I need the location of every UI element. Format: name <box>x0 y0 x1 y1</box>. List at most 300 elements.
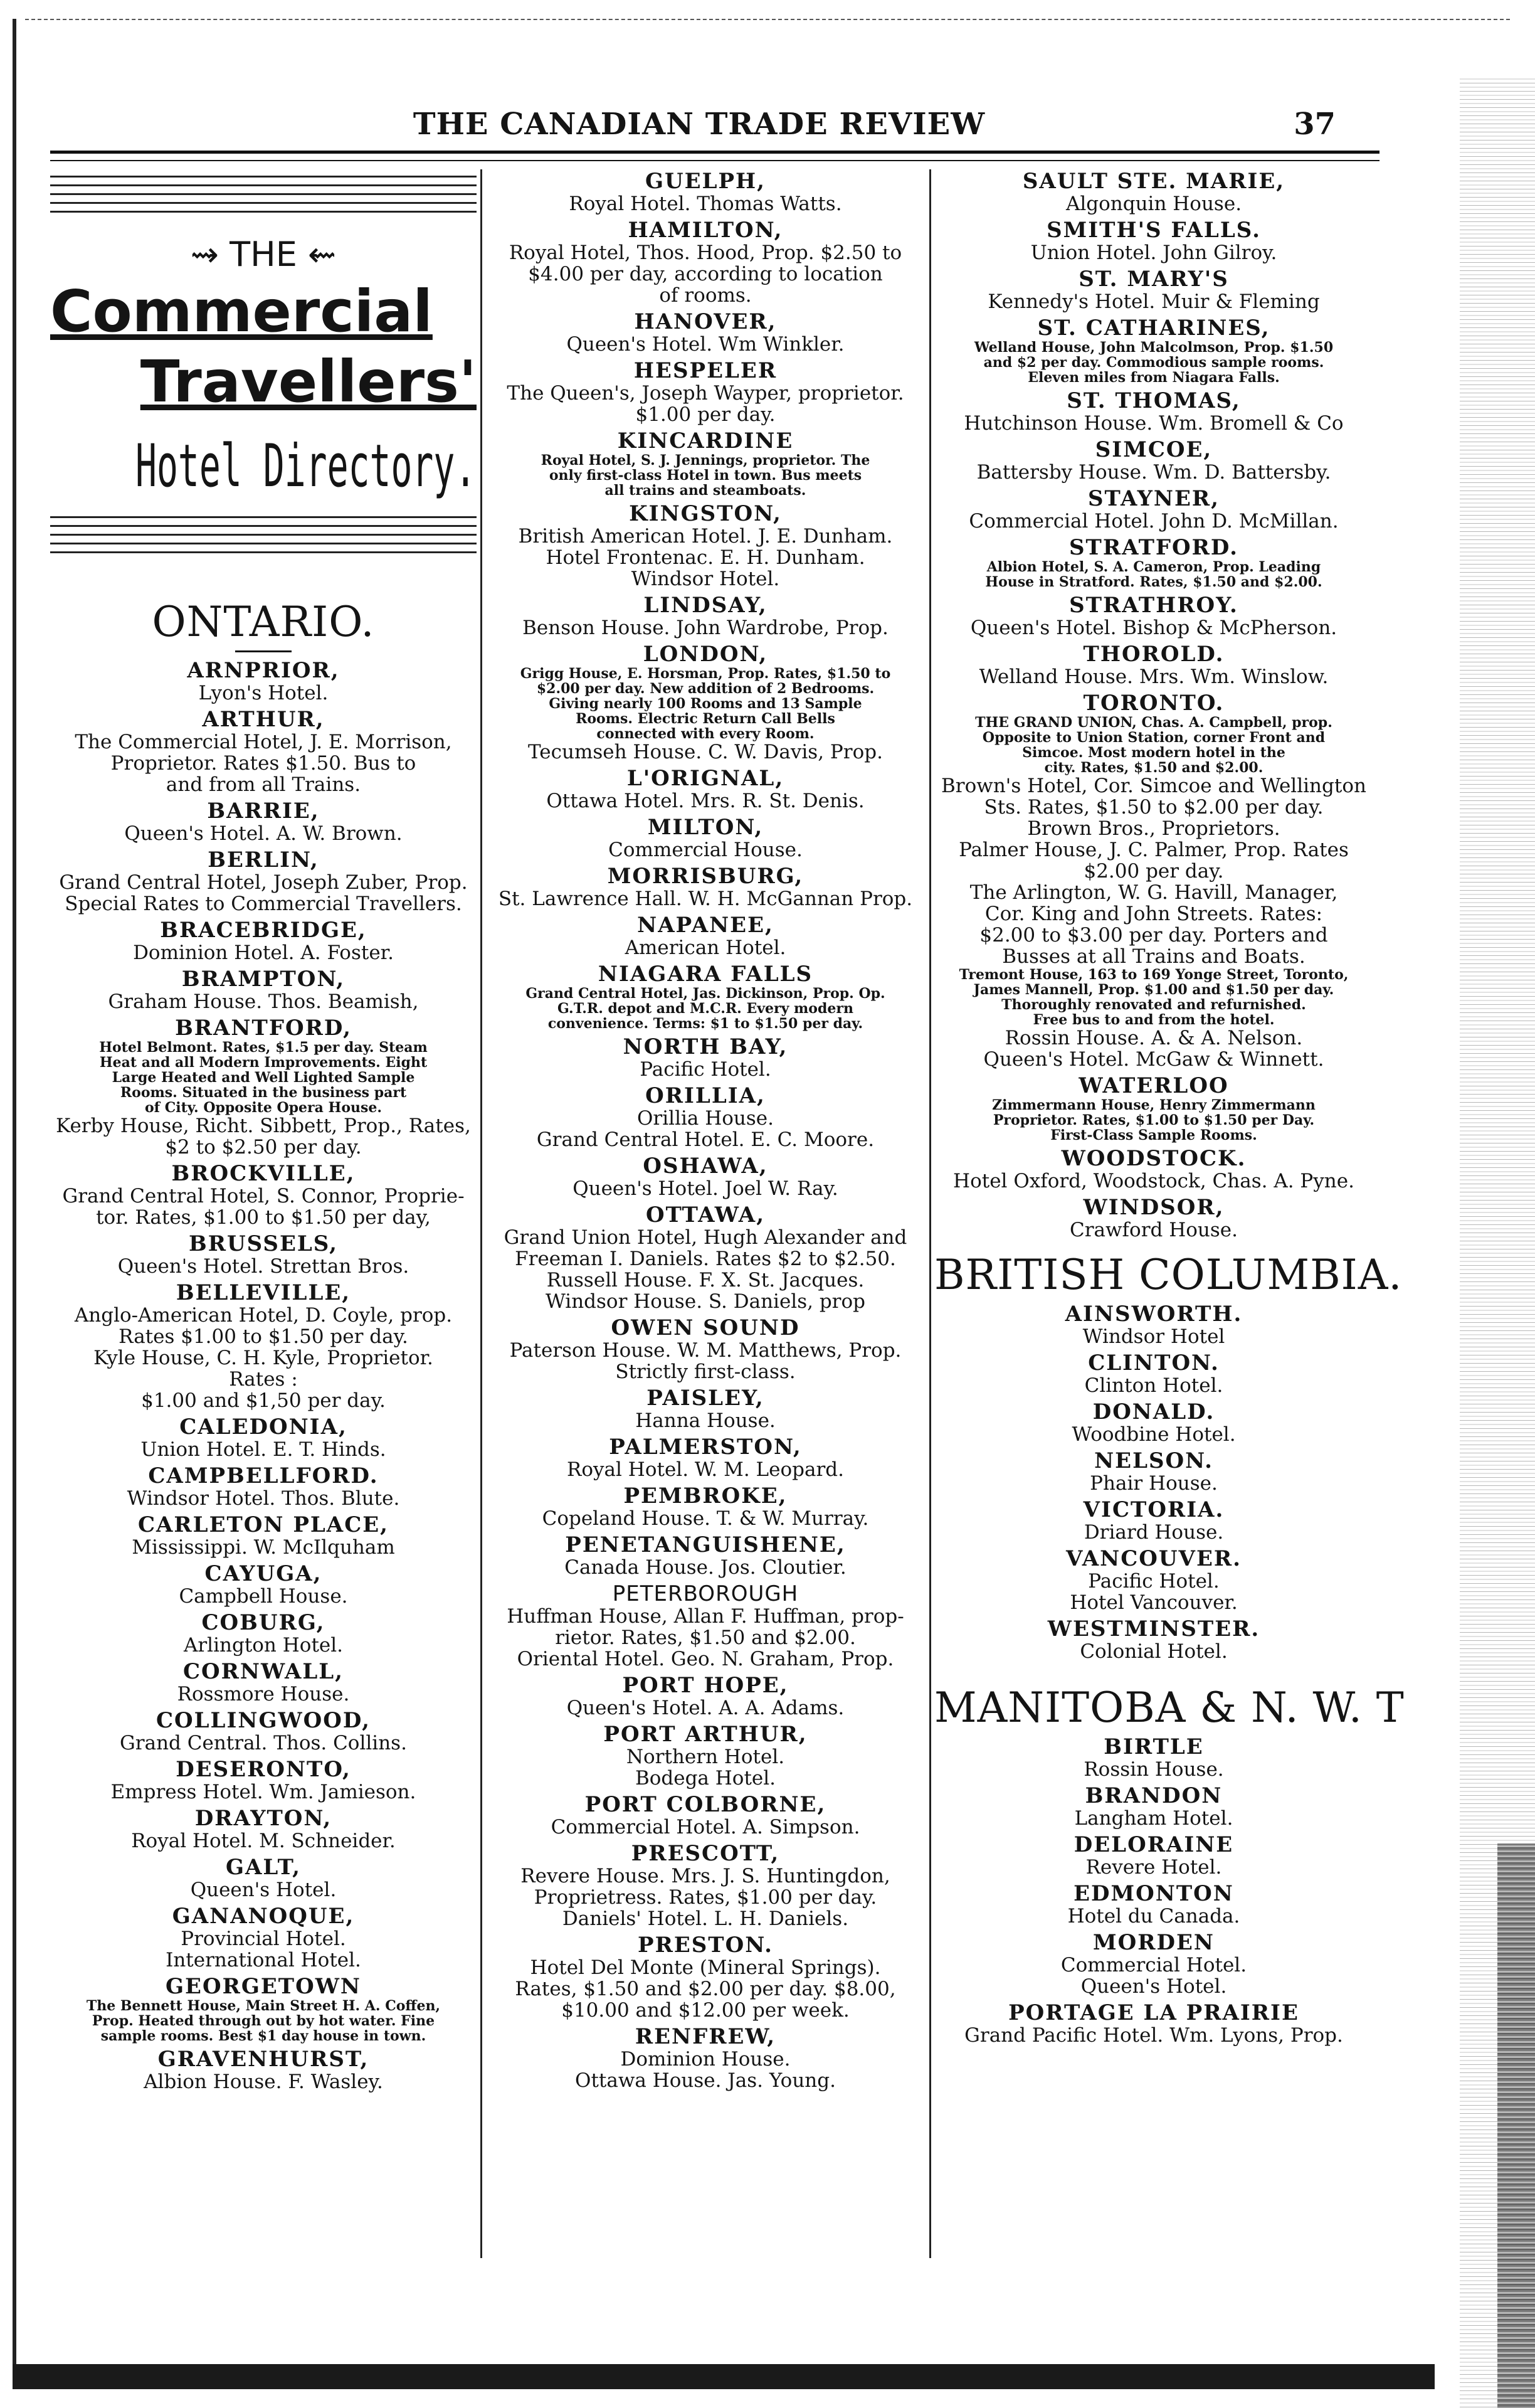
town-list <box>486 169 925 2091</box>
hotel-listing: Dominion Hotel. A. Foster. <box>133 941 394 964</box>
hotel-listing: Grand Central Hotel. E. C. Moore. <box>536 1128 875 1151</box>
hotel-listing: and from all Trains. <box>166 773 361 796</box>
town-name: PENETANGUISHENE, <box>565 1532 846 1557</box>
hotel-listing: Rossin House. <box>1084 1758 1224 1781</box>
town-entry <box>934 316 1373 385</box>
town-entry <box>934 593 1373 639</box>
province-heading-ontario: ONTARIO. <box>50 598 477 652</box>
hotel-listing: Royal Hotel. Thomas Watts. <box>569 193 842 215</box>
town-entry <box>486 1386 925 1431</box>
town-entry <box>486 1154 925 1199</box>
town-name: OTTAWA, <box>645 1202 766 1228</box>
hotel-listing: Grand Central Hotel, Joseph Zuber, Prop. <box>59 871 468 894</box>
town-name: ST. CATHARINES, <box>1037 316 1270 341</box>
town-name: DELORAINE <box>1073 1832 1234 1857</box>
town-entry <box>486 169 925 215</box>
town-entry <box>486 864 925 910</box>
hotel-listing: Colonial Hotel. <box>1080 1640 1228 1663</box>
town-entry <box>934 487 1373 532</box>
hotel-listing: Commercial Hotel. <box>1060 1954 1247 1976</box>
province-heading-british-columbia: BRITISH COLUMBIA. <box>934 1251 1403 1299</box>
hotel-listing: Rates $1.00 to $1.50 per day. <box>119 1325 408 1348</box>
town-entry <box>50 799 477 844</box>
town-name: BERLIN, <box>208 847 319 873</box>
town-name: BROCKVILLE, <box>171 1161 356 1186</box>
town-name: KINCARDINE <box>617 428 794 453</box>
hotel-notice-small: Tremont House, 163 to 169 Yonge Street, Toronto, <box>959 967 1349 983</box>
hotel-listing: Russell House. F. X. St. Jacques. <box>546 1269 865 1292</box>
town-name: PORT HOPE, <box>622 1673 789 1698</box>
town-name: CALEDONIA, <box>179 1414 347 1440</box>
hotel-listing: Huffman House, Allan F. Huffman, prop- <box>507 1605 904 1628</box>
hotel-listing: Phair House. <box>1090 1472 1218 1495</box>
hotel-listing: $4.00 per day, according to location <box>528 263 883 285</box>
town-name: WESTMINSTER. <box>1047 1616 1260 1642</box>
header-rule <box>50 151 1379 161</box>
town-name: HESPELER <box>633 358 778 383</box>
town-entry <box>934 1196 1373 1241</box>
hotel-listing: Paterson House. W. M. Matthews, Prop. <box>509 1339 902 1362</box>
town-name: PRESTON. <box>638 1933 773 1958</box>
hotel-listing: Kennedy's Hotel. Muir & Fleming <box>988 290 1320 313</box>
hotel-listing: Battersby House. Wm. D. Battersby. <box>976 461 1331 484</box>
town-name: CAYUGA, <box>204 1561 322 1586</box>
town-entry <box>50 1611 477 1656</box>
town-entry <box>486 1035 925 1080</box>
town-entry <box>934 1617 1373 1662</box>
town-entry <box>50 1464 477 1509</box>
hotel-listing: Copeland House. T. & W. Murray. <box>542 1507 869 1530</box>
town-name: DONALD. <box>1092 1399 1215 1424</box>
column-3 <box>934 169 1405 2271</box>
hotel-listing: Northern Hotel. <box>626 1746 785 1768</box>
town-name: ST. MARY'S <box>1079 267 1229 292</box>
town-entry <box>486 1722 925 1789</box>
town-name: GALT, <box>226 1855 301 1880</box>
column-divider <box>929 169 931 2258</box>
town-name: HAMILTON, <box>628 218 783 243</box>
town-name: RENFREW, <box>635 2024 776 2049</box>
hotel-notice-small: G.T.R. depot and M.C.R. Every modern <box>557 1000 853 1017</box>
hotel-notice-small: THE GRAND UNION, Chas. A. Campbell, prop. <box>975 714 1332 731</box>
town-entry <box>50 918 477 963</box>
town-name: CARLETON PLACE, <box>137 1512 389 1537</box>
hotel-listing: Rossmore House. <box>177 1683 350 1705</box>
town-name: MORRISBURG, <box>607 864 804 889</box>
hotel-listing: Kerby House, Richt. Sibbett, Prop., Rates, <box>56 1115 471 1137</box>
hotel-notice-small: Eleven miles from Niagara Falls. <box>1028 369 1280 386</box>
hotel-notice-small: Large Heated and Well Lighted Sample <box>112 1069 415 1086</box>
town-entry <box>50 708 477 795</box>
town-entry <box>934 1833 1373 1878</box>
hotel-listing: $2 to $2.50 per day. <box>165 1136 362 1159</box>
town-entry <box>50 1806 477 1852</box>
masthead-the: ⇝ THE ⇜ <box>190 235 337 274</box>
hotel-listing: Palmer House, J. C. Palmer, Prop. Rates <box>959 839 1349 861</box>
hotel-listing: International Hotel. <box>166 1949 361 1971</box>
hotel-listing: Windsor Hotel <box>1082 1325 1225 1348</box>
hotel-listing: Proprietress. Rates, $1.00 per day. <box>534 1886 877 1909</box>
running-head <box>50 94 1348 144</box>
hotel-listing: Brown's Hotel, Cor. Simcoe and Wellington <box>941 775 1366 797</box>
hotel-notice-small: Heat and all Modern Improvements. Eight <box>99 1054 428 1071</box>
town-entry <box>50 1975 477 2044</box>
column-1 <box>50 169 477 2271</box>
hotel-listing: Rates : <box>229 1368 298 1391</box>
town-entry <box>50 1016 477 1158</box>
hotel-listing: Queen's Hotel. Wm Winkler. <box>566 333 845 356</box>
town-entry <box>50 1709 477 1754</box>
town-entry <box>934 438 1373 483</box>
town-name: CLINTON. <box>1088 1350 1220 1376</box>
town-entry <box>934 1400 1373 1445</box>
town-name: STRATHROY. <box>1069 593 1238 618</box>
hotel-notice-small: Simcoe. Most modern hotel in the <box>1022 745 1285 761</box>
town-entry <box>50 967 477 1012</box>
town-name: PETERBOROUGH <box>612 1581 799 1606</box>
hotel-listing: Union Hotel. E. T. Hinds. <box>140 1438 386 1461</box>
hotel-listing: Hotel Frontenac. E. H. Dunham. <box>546 546 865 569</box>
hotel-listing: Welland House. Mrs. Wm. Winslow. <box>979 666 1329 688</box>
town-name: KINGSTON, <box>629 501 782 526</box>
town-entry <box>486 1084 925 1150</box>
hotel-listing: tor. Rates, $1.00 to $1.50 per day, <box>96 1206 431 1229</box>
hotel-listing: $10.00 and $12.00 per week. <box>561 1999 850 2022</box>
town-name: MILTON, <box>647 815 764 840</box>
town-entry <box>486 359 925 425</box>
town-name: LINDSAY, <box>643 593 768 618</box>
town-entry <box>934 267 1373 312</box>
town-name: COLLINGWOOD, <box>156 1708 371 1733</box>
hotel-listing: Dominion House. <box>620 2048 791 2071</box>
hotel-notice-small: Royal Hotel, S. J. Jennings, proprietor. The <box>541 452 870 469</box>
hotel-listing: $1.00 and $1,50 per day. <box>141 1389 386 1412</box>
town-entry <box>934 1498 1373 1543</box>
town-entry <box>934 1302 1373 1347</box>
hotel-notice-small: First-Class Sample Rooms. <box>1050 1127 1257 1143</box>
town-entry <box>934 1074 1373 1143</box>
town-entry <box>934 536 1373 590</box>
town-name: GUELPH, <box>645 169 766 194</box>
hotel-listing: Hotel Oxford, Woodstock, Chas. A. Pyne. <box>953 1170 1354 1192</box>
hotel-notice-small: Grand Central Hotel, Jas. Dickinson, Prop. Op. <box>525 985 885 1002</box>
hotel-listing: Rossin House. A. & A. Nelson. <box>1005 1027 1303 1049</box>
hotel-listing: British American Hotel. J. E. Dunham. <box>518 525 893 548</box>
town-name: PRESCOTT, <box>631 1841 780 1866</box>
hotel-listing: Langham Hotel. <box>1074 1807 1233 1830</box>
hotel-notice-small: connected with every Room. <box>596 726 815 742</box>
town-name: NORTH BAY, <box>623 1034 788 1059</box>
town-entry <box>50 1562 477 1607</box>
hotel-notice-small: $2.00 per day. New addition of 2 Bedrooms. <box>536 681 875 697</box>
hotel-listing: Daniels' Hotel. L. H. Daniels. <box>562 1907 849 1930</box>
hotel-listing: Windsor House. S. Daniels, prop <box>545 1290 866 1313</box>
town-entry <box>934 1931 1373 1997</box>
town-name: STRATFORD. <box>1068 535 1239 560</box>
masthead-rules-bottom <box>50 516 477 560</box>
town-name: SAULT STE. MARIE, <box>1022 169 1285 194</box>
hotel-listing: of rooms. <box>659 284 752 307</box>
hotel-listing: Ottawa House. Jas. Young. <box>575 2069 836 2092</box>
town-entry <box>486 642 925 763</box>
town-name: PORT COLBORNE, <box>584 1792 826 1817</box>
hotel-notice-small: Thoroughly renovated and refurnished. <box>1001 997 1306 1013</box>
town-entry <box>486 1842 925 1929</box>
hotel-notice-small: Zimmermann House, Henry Zimmermann <box>992 1097 1316 1113</box>
hotel-listing: Brown Bros., Proprietors. <box>1027 817 1280 840</box>
town-name: BARRIE, <box>207 798 320 824</box>
left-border <box>13 19 16 2370</box>
town-name: DESERONTO, <box>176 1757 351 1782</box>
town-name: BRANDON <box>1085 1783 1223 1808</box>
town-entry <box>486 1484 925 1529</box>
hotel-listing: Queen's Hotel. Strettan Bros. <box>117 1255 409 1278</box>
town-name: PORT ARTHUR, <box>603 1722 808 1747</box>
hotel-notice-small: Proprietor. Rates, $1.00 to $1.50 per Day. <box>993 1112 1315 1128</box>
town-entry <box>50 1660 477 1705</box>
hotel-listing: Benson House. John Wardrobe, Prop. <box>522 617 889 639</box>
town-entry <box>486 1793 925 1838</box>
hotel-listing: Grand Central Hotel, S. Connor, Proprie- <box>62 1185 465 1207</box>
town-name: OSHAWA, <box>643 1154 768 1179</box>
town-entry <box>486 1673 925 1719</box>
hotel-listing: Empress Hotel. Wm. Jamieson. <box>110 1781 416 1803</box>
town-name: L'ORIGNAL, <box>626 766 784 791</box>
hotel-listing: Clinton Hotel. <box>1084 1374 1223 1397</box>
hotel-listing: Hotel du Canada. <box>1067 1905 1240 1928</box>
hotel-notice-small: Giving nearly 100 Rooms and 13 Sample <box>549 696 862 712</box>
province-heading-manitoba: MANITOBA & N. W. T <box>934 1684 1405 1732</box>
masthead-hotel-directory: Hotel Directory. <box>135 432 477 501</box>
hotel-notice-small: Albion Hotel, S. A. Cameron, Prop. Leading <box>986 559 1321 575</box>
hotel-listing: Ottawa Hotel. Mrs. R. St. Denis. <box>546 790 865 812</box>
town-name: ORILLIA, <box>645 1083 766 1108</box>
hotel-notice-small: convenience. Terms: $1 to $1.50 per day. <box>547 1016 863 1032</box>
town-entry <box>486 913 925 958</box>
town-name: CORNWALL, <box>182 1659 344 1684</box>
town-name: BRAMPTON, <box>181 967 346 992</box>
town-entry <box>934 642 1373 687</box>
town-entry <box>50 1281 477 1411</box>
hotel-listing: Queen's Hotel. <box>1080 1975 1227 1998</box>
hotel-listing: Campbell House. <box>179 1585 348 1608</box>
town-entry <box>486 593 925 639</box>
hotel-notice-small: Hotel Belmont. Rates, $1.5 per day. Steam <box>99 1039 428 1056</box>
hotel-listing: Commercial Hotel. A. Simpson. <box>551 1816 860 1838</box>
town-entry <box>486 1435 925 1480</box>
hotel-notice-small: all trains and steamboats. <box>604 482 806 499</box>
town-name: BRANTFORD, <box>175 1016 352 1041</box>
town-entry <box>486 815 925 861</box>
hotel-notice-small: House in Stratford. Rates, $1.50 and $2.00. <box>985 574 1322 590</box>
town-entry <box>486 502 925 590</box>
town-entry <box>50 1513 477 1558</box>
town-entry <box>50 1232 477 1277</box>
masthead-commercial: Commercial <box>50 278 433 345</box>
hotel-listing: Commercial Hotel. John D. McMillan. <box>969 510 1339 533</box>
town-name: STAYNER, <box>1087 486 1220 511</box>
hotel-notice-small: Rooms. Situated in the business part <box>120 1085 407 1101</box>
hotel-listing: Woodbine Hotel. <box>1072 1423 1236 1446</box>
hotel-listing: Strictly first-class. <box>615 1360 796 1383</box>
hotel-listing: Hotel Del Monte (Mineral Springs). <box>530 1956 881 1979</box>
town-entry <box>486 429 925 498</box>
hotel-listing: Grand Central. Thos. Collins. <box>120 1732 407 1754</box>
town-name: PEMBROKE, <box>623 1483 788 1509</box>
hotel-listing: American Hotel. <box>625 936 786 959</box>
hotel-listing: Pacific Hotel. <box>1088 1570 1220 1593</box>
town-name: SMITH'S FALLS. <box>1047 218 1261 243</box>
town-name: BELLEVILLE, <box>176 1280 351 1305</box>
hotel-listing: Tecumseh House. C. W. Davis, Prop. <box>528 741 883 763</box>
town-name: CAMPBELLFORD. <box>148 1463 379 1488</box>
hotel-listing: Canada House. Jos. Cloutier. <box>564 1556 847 1579</box>
hotel-listing: Algonquin House. <box>1065 193 1242 215</box>
town-list <box>934 1302 1373 1662</box>
town-name: OWEN SOUND <box>611 1315 800 1340</box>
masthead-travellers: Travellers' <box>140 348 477 415</box>
hotel-listing: Mississippi. W. McIlquham <box>132 1536 395 1559</box>
town-name: NIAGARA FALLS <box>598 962 813 987</box>
hotel-notice-small: and $2 per day. Commodious sample rooms. <box>983 354 1324 371</box>
page-number: 37 <box>1294 107 1336 142</box>
hotel-listing: Proprietor. Rates $1.50. Bus to <box>110 752 416 775</box>
hotel-listing: $1.00 per day. <box>635 403 776 426</box>
hotel-listing: Special Rates to Commercial Travellers. <box>65 893 462 915</box>
hotel-notice-small: Prop. Heated through out by hot water. Fine <box>92 2013 435 2029</box>
hotel-listing: Graham House. Thos. Beamish, <box>108 990 419 1013</box>
town-name: PORTAGE LA PRAIRIE <box>1008 2000 1299 2025</box>
town-name: SIMCOE, <box>1095 437 1213 462</box>
town-name: WINDSOR, <box>1083 1195 1225 1220</box>
town-entry <box>486 2025 925 2091</box>
hotel-listing: Grand Union Hotel, Hugh Alexander and <box>504 1226 907 1249</box>
town-entry <box>486 1203 925 1312</box>
town-name: NAPANEE, <box>637 913 774 938</box>
hotel-listing: Orillia House. <box>637 1107 774 1130</box>
hotel-listing: Provincial Hotel. <box>181 1928 346 1950</box>
hotel-listing: Queen's Hotel. Joel W. Ray. <box>572 1177 838 1200</box>
town-entry <box>934 1147 1373 1192</box>
hotel-listing: Windsor Hotel. <box>631 568 780 590</box>
town-entry <box>486 1533 925 1578</box>
town-entry <box>934 691 1373 1070</box>
hotel-notice-small: Opposite to Union Station, corner Front and <box>982 729 1326 746</box>
column-divider <box>480 169 482 2258</box>
hotel-listing: Cor. King and John Streets. Rates: <box>984 903 1323 925</box>
town-list <box>934 169 1373 1241</box>
town-entry <box>50 659 477 704</box>
town-name: HANOVER, <box>634 309 777 334</box>
hotel-listing: St. Lawrence Hall. W. H. McGannan Prop. <box>498 888 913 910</box>
hotel-listing: The Arlington, W. G. Havill, Manager, <box>969 881 1338 904</box>
bottom-border <box>13 2364 1435 2389</box>
town-list <box>934 1735 1373 2046</box>
town-entry <box>50 1758 477 1803</box>
town-name: THOROLD. <box>1083 642 1225 667</box>
town-entry <box>486 1316 925 1382</box>
town-entry <box>50 848 477 915</box>
town-entry <box>50 1904 477 1971</box>
hotel-listing: The Queen's, Joseph Wayper, proprietor. <box>507 382 904 405</box>
hotel-listing: Queen's Hotel. Bishop & McPherson. <box>970 617 1337 639</box>
town-name: DRAYTON, <box>194 1806 332 1831</box>
hotel-listing: Hotel Vancouver. <box>1070 1591 1238 1614</box>
town-name: EDMONTON <box>1073 1881 1234 1906</box>
town-entry <box>486 310 925 355</box>
hotel-notice-small: Grigg House, E. Horsman, Prop. Rates, $1.50 to <box>520 666 891 682</box>
hotel-listing: $2.00 to $3.00 per day. Porters and <box>979 924 1328 947</box>
town-name: WATERLOO <box>1079 1073 1229 1098</box>
town-entry <box>50 2047 477 2092</box>
town-name: AINSWORTH. <box>1065 1302 1243 1327</box>
hotel-notice-small: James Mannell, Prop. $1.00 and $1.50 per day. <box>973 982 1334 998</box>
town-entry <box>486 1582 925 1670</box>
town-name: PALMERSTON, <box>609 1435 802 1460</box>
town-entry <box>934 1351 1373 1396</box>
hotel-listing: Union Hotel. John Gilroy. <box>1030 241 1277 264</box>
hotel-listing: Pacific Hotel. <box>640 1058 771 1081</box>
town-name: COBURG, <box>201 1610 325 1635</box>
town-name: BRUSSELS, <box>188 1231 338 1256</box>
hotel-listing: Bodega Hotel. <box>635 1767 776 1790</box>
hotel-listing: Revere Hotel. <box>1085 1856 1222 1879</box>
town-entry <box>486 766 925 812</box>
hotel-listing: Sts. Rates, $1.50 to $2.00 per day. <box>984 796 1324 819</box>
town-name: GEORGETOWN <box>166 1974 361 1999</box>
hotel-listing: Queen's Hotel. A. A. Adams. <box>566 1697 845 1719</box>
hotel-listing: Royal Hotel, Thos. Hood, Prop. $2.50 to <box>509 241 902 264</box>
town-name: LONDON, <box>643 642 768 667</box>
town-entry <box>934 2001 1373 2046</box>
town-entry <box>934 1882 1373 1927</box>
top-border <box>25 19 1510 20</box>
hotel-listing: Queen's Hotel. A. W. Brown. <box>124 822 403 845</box>
town-name: GANANOQUE, <box>172 1904 355 1929</box>
town-entry <box>486 218 925 306</box>
hotel-notice-small: city. Rates, $1.50 and $2.00. <box>1044 760 1263 776</box>
town-name: MORDEN <box>1093 1930 1215 1955</box>
hotel-listing: Driard House. <box>1084 1521 1224 1544</box>
town-name: WOODSTOCK. <box>1061 1146 1247 1171</box>
hotel-listing: rietor. Rates, $1.50 and $2.00. <box>555 1626 856 1649</box>
hotel-notice-small: of City. Opposite Opera House. <box>144 1100 382 1116</box>
town-entry <box>934 1735 1373 1780</box>
hotel-listing: Albion House. F. Wasley. <box>144 2071 383 2093</box>
town-name: BIRTLE <box>1104 1734 1204 1759</box>
town-entry <box>934 389 1373 434</box>
town-entry <box>50 1162 477 1228</box>
town-name: ST. THOMAS, <box>1067 388 1241 413</box>
town-entry <box>934 1784 1373 1829</box>
town-entry <box>486 1933 925 2021</box>
hotel-listing: Queen's Hotel. <box>190 1879 337 1901</box>
hotel-listing: Crawford House. <box>1070 1219 1238 1241</box>
town-entry <box>934 169 1373 215</box>
town-name: NELSON. <box>1094 1448 1213 1473</box>
town-entry <box>486 962 925 1031</box>
hotel-listing: Arlington Hotel. <box>183 1634 344 1657</box>
hotel-listing: Kyle House, C. H. Kyle, Proprietor. <box>93 1347 433 1369</box>
town-name: GRAVENHURST, <box>157 2047 369 2072</box>
hotel-listing: Lyon's Hotel. <box>198 682 329 704</box>
hotel-notice-small: Rooms. Electric Return Call Bells <box>576 711 835 727</box>
town-entry <box>50 1855 477 1901</box>
hotel-notice-small: The Bennett House, Main Street H. A. Coffen, <box>86 1998 441 2014</box>
town-entry <box>934 1547 1373 1613</box>
hotel-listing: Windsor Hotel. Thos. Blute. <box>127 1487 400 1510</box>
hotel-listing: Hanna House. <box>635 1409 776 1432</box>
